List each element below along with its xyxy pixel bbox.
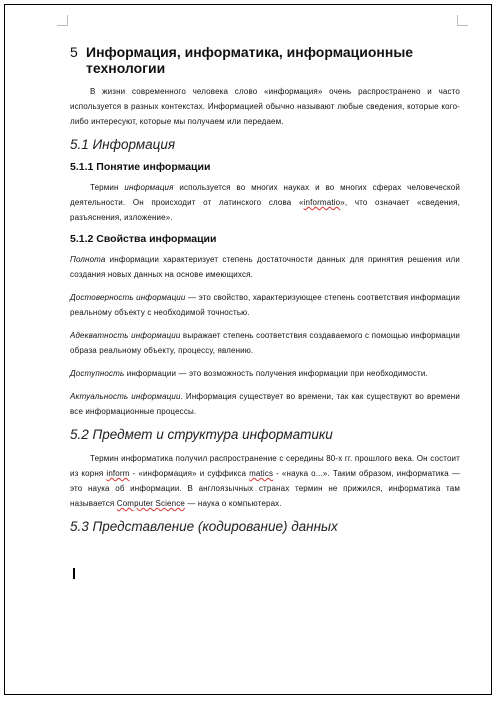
paragraph-concept (70, 180, 460, 225)
heading-5-1-2: 5.1.2 Свойства информации (70, 233, 217, 245)
text-run: Термин (90, 183, 125, 192)
text-run: — наука о компьютерах. (185, 499, 282, 508)
property-paragraph (70, 366, 460, 381)
heading-5-3: 5.3 Представление (кодирование) данных (70, 519, 338, 534)
property-term: Актуальность информации. (70, 392, 183, 401)
heading-number: 5 (70, 44, 78, 60)
text-run: Информация существует во времени, так как существуют во времени все информационные процессы. (70, 392, 460, 416)
property-paragraph (70, 389, 460, 419)
property-paragraph (70, 290, 460, 320)
text-run: - «наука о...». Таким образом, информатика — это наука об информации. В англоязычных странах термин не прижился, информатика там называется (70, 469, 460, 508)
paragraph-informatics (70, 451, 460, 511)
misspelled-word: inform (106, 469, 130, 478)
property-term: Достоверность информации (70, 293, 186, 302)
misspelled-word: Computer Science (116, 499, 185, 508)
property-term: Доступность (70, 369, 125, 378)
text-run: - «информация» и суффикса (129, 469, 250, 478)
property-paragraph (70, 252, 460, 282)
heading-title: Информация, информатика, информационные технологии (86, 44, 414, 76)
property-paragraph (70, 328, 460, 358)
margin-corner-mark (457, 15, 468, 26)
italic-term: информация (124, 183, 174, 192)
text-run: — это свойство, характеризующее степень соответствия информации реальному объекту с необходимой точностью. (70, 293, 460, 317)
text-run: », что означает «сведения, разъяснения, изложение». (70, 198, 460, 222)
heading-5-2: 5.2 Предмет и структура информатики (70, 427, 333, 442)
text-run: информации — это возможность получения информации при необходимости. (124, 369, 428, 378)
heading-section-5 (70, 44, 460, 76)
misspelled-word: informatio (303, 198, 341, 207)
text-run: информации характеризует степень достаточности данных для принятия решения или создания новых данных на основе имеющихся. (70, 255, 460, 279)
heading-5-1: 5.1 Информация (70, 137, 176, 152)
text-run: используется во многих науках и во многих сферах человеческой деятельности. Он происходит от латинского слова « (70, 183, 460, 207)
misspelled-word: matics (249, 469, 274, 478)
property-term: Полнота (70, 255, 106, 264)
paragraph-intro: В жизни современного человека слово «информация» очень распространено и часто используется в разных контекстах. Информацией обычно называют любые сведения, которые кого-либо интересуют, которые мы получаем или передаем. (70, 87, 460, 126)
property-term: Адекватность информации (70, 331, 181, 340)
text-run: выражает степень соответствия создаваемого с помощью информации образа реальному объекту, процессу, явлению. (70, 331, 460, 355)
text-cursor (73, 568, 75, 579)
document-body[interactable] (70, 44, 460, 543)
text-run: Термин информатика получил распространение с середины 80-х гг. прошлого века. Он состоит из корня (70, 454, 460, 478)
heading-5-1-1: 5.1.1 Понятие информации (70, 161, 211, 173)
margin-corner-mark (57, 15, 68, 26)
